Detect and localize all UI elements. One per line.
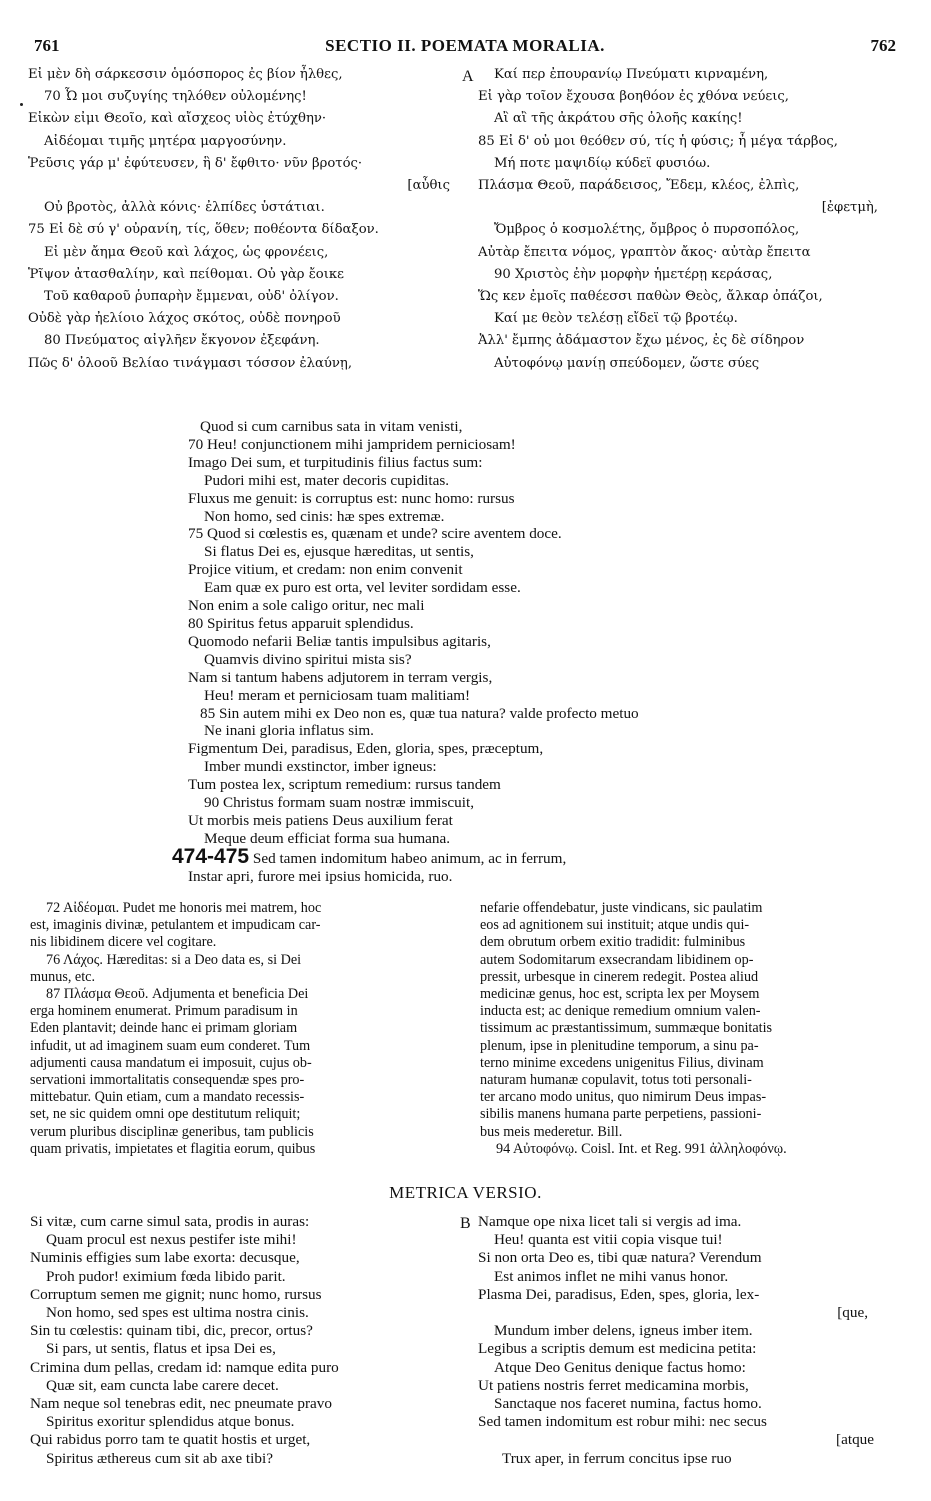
- greek-line: Εἰ μὲν ἄημα Θεοῦ καὶ λάχος, ὡς φρονέεις,: [44, 244, 329, 260]
- greek-line: [ἐφετμὴ,: [821, 200, 878, 216]
- notes-right: [480, 900, 900, 1158]
- margin-dot: [20, 103, 23, 106]
- greek-line: Ὄμβρος ὁ κοσμολέτης, ὄμβρος ὁ πυρσοπόλος,: [494, 222, 800, 238]
- latin-line: Si flatus Dei es, ejusque hæreditas, ut sentis,: [204, 543, 474, 561]
- greek-line: Εἰ μὲν δὴ σάρκεσσιν ὁμόσπορος ἐς βίον ἦλθες,: [28, 67, 343, 82]
- greek-line: Αἲ αἲ τῆς ἀκράτου σῆς ὀλοῆς κακίης!: [494, 111, 743, 127]
- greek-line: 70 Ὦ μοι συζυγίης τηλόθεν οὐλομένης!: [44, 89, 307, 105]
- latin-line: Quod si cum carnibus sata in vitam venisti,: [200, 418, 463, 435]
- latin-line: Quamvis divino spiritui mista sis?: [204, 650, 412, 668]
- verse-line: Spiritus æthereus cum sit ab axe tibi?: [46, 1449, 273, 1467]
- note-line: infudit, ut ad imaginem suam eum conderet. Tum: [30, 1037, 311, 1054]
- greek-line: Μή ποτε μαψιδίῳ κύδεϊ φυσιόω.: [494, 155, 711, 171]
- verse-line: Nam neque sol tenebras edit, nec pneumate pravo: [30, 1395, 332, 1413]
- latin-line-with-marker: [172, 848, 892, 868]
- verse-line: Proh pudor! eximium fœda libido parit.: [46, 1267, 286, 1285]
- verse-line: Qui rabidus porro tam te quatit hostis et urget,: [30, 1431, 311, 1449]
- latin-line: Tum postea lex, scriptum remedium: rursus tandem: [188, 776, 501, 794]
- greek-line: 85 Εἰ δ' οὐ μοι θεόθεν σύ, τίς ἡ φύσις; ἦ μέγα τάρβος,: [478, 133, 838, 149]
- note-line: set, ne sic quidem omni ope destitutum reliquit;: [30, 1106, 301, 1123]
- verse-line: Si pars, ut sentis, flatus et ipsa Dei es,: [46, 1340, 276, 1358]
- verse-line: Legibus a scriptis demum est medicina petita:: [478, 1340, 757, 1358]
- verse-line: Sed tamen indomitum est robur mihi: nec secus: [478, 1413, 767, 1431]
- latin-line: Non homo, sed cinis: hæ spes extremæ.: [204, 507, 445, 525]
- note-line: munus, etc.: [30, 968, 96, 985]
- latin-line: 90 Christus formam suam nostræ immiscuit,: [204, 794, 474, 812]
- note-line: quam privatis, impietates et flagitia eorum, quibus: [30, 1140, 316, 1157]
- note-line: dem obrutum orbem exitio tradidit: fulminibus: [480, 934, 746, 951]
- note-line: Eden plantavit; deinde hanc ei primam gloriam: [30, 1020, 298, 1037]
- verse-line: Atque Deo Genitus denique factus homo:: [494, 1358, 746, 1376]
- latin-line: Figmentum Dei, paradisus, Eden, gloria, spes, præceptum,: [188, 740, 544, 758]
- greek-line: Ὥς κεν ἐμοῖς παθέεσσι παθὼν Θεὸς, ἄλκαρ ὀπάζοι,: [478, 289, 823, 305]
- greek-line: Πλάσμα Θεοῦ, παράδεισος, Ἔδεμ, κλέος, ἐλπὶς,: [478, 178, 800, 194]
- verse-line: Ut patiens nostris ferret medicamina morbis,: [478, 1376, 749, 1394]
- verse-line: Non homo, sed spes est ultima nostra cinis.: [46, 1304, 309, 1322]
- note-line: nefarie offendebatur, juste vindicans, sic paulatim: [480, 900, 763, 916]
- note-line: adjumenti causa mandatum ei imposuit, cujus ob-: [30, 1054, 312, 1071]
- latin-line: Eam quæ ex puro est orta, vel leviter sordidam esse.: [204, 579, 521, 597]
- note-line: sibilis manens humana parte perpetiens, passioni-: [480, 1106, 762, 1123]
- greek-line: Εἰ γὰρ τοῖον ἔχουσα βοηθόον ἐς χθόνα νεύεις,: [478, 89, 789, 105]
- note-line: est, imaginis divinæ, petulantem et impudicam car-: [30, 917, 321, 934]
- verse-line: Trux aper, in ferrum concitus ipse ruo: [502, 1449, 732, 1467]
- latin-line: 75 Quod si cœlestis es, quænam et unde? scire aventem doce.: [188, 525, 562, 543]
- note-line: naturam humanæ copulavit, totus toti personali-: [480, 1072, 752, 1089]
- metrica-left: [30, 1213, 462, 1468]
- latin-translation: [172, 418, 892, 886]
- verse-line: Si non orta Deo es, tibi quæ natura? Verendum: [478, 1249, 762, 1267]
- greek-line: Ῥεῦσις γάρ μ' ἐφύτευσεν, ἣ δ' ἔφθιτο· νῦν βροτός·: [28, 155, 363, 171]
- verse-line: Namque ope nixa licet tali si vergis ad ima.: [478, 1213, 742, 1230]
- latin-line: Fluxus me genuit: is corruptus est: nunc homo: rursus: [188, 489, 515, 507]
- page-number-left: 761: [34, 36, 60, 55]
- column-marker-b: B: [460, 1215, 471, 1232]
- greek-line: Οὐδὲ γὰρ ἠελίοιο λάχος σκότος, οὐδὲ πονηροῦ: [28, 311, 341, 327]
- page-number-right: 762: [870, 36, 896, 55]
- note-line: 72 Αἰδέομαι. Pudet me honoris mei matrem, hoc: [46, 900, 322, 916]
- greek-line: [αὖθις: [407, 178, 450, 194]
- note-line: tissimum ac præstantissimum, summæque bonitatis: [480, 1020, 773, 1037]
- greek-line: Καί περ ἐπουρανίῳ Πνεύματι κιρναμένη,: [494, 67, 769, 82]
- note-line: eos ad agnitionem sui instituit; atque undis qui-: [480, 917, 750, 934]
- latin-line: 85 Sin autem mihi ex Deo non es, quæ tua natura? valde profecto metuo: [200, 704, 639, 722]
- verse-line: Sin tu cœlestis: quinam tibi, dic, precor, ortus?: [30, 1322, 313, 1340]
- verse-line: Est animos inflet ne mihi vanus honor.: [494, 1267, 729, 1285]
- note-line: bus meis mederetur. Bill.: [480, 1123, 623, 1140]
- note-line: pressit, urbesque in cinerem redegit. Postea aliud: [480, 968, 759, 985]
- greek-line: Εἰκὼν εἰμι Θεοῖο, καὶ αἴσχεος υἱὸς ἐτύχθην·: [28, 111, 327, 127]
- latin-line: Non enim a sole caligo oritur, nec mali: [188, 597, 425, 615]
- running-title: SECTIO II. POEMATA MORALIA.: [325, 36, 605, 55]
- latin-line: Sed tamen indomitum habeo animum, ac in ferrum,: [252, 849, 567, 867]
- note-line: medicinæ genus, hoc est, scripta lex per Moysem: [480, 986, 760, 1003]
- verse-line: Corruptum semen me gignit; nunc homo, rursus: [30, 1285, 322, 1303]
- note-line: autem Sodomitarum exsecrandam libidinem op-: [480, 951, 754, 968]
- verse-line: Numinis effigies sum labe exorta: decusque,: [30, 1249, 300, 1267]
- latin-line: Imber mundi exstinctor, imber igneus:: [204, 758, 437, 776]
- verse-line: Sanctaque nos faceret numina, factus homo.: [494, 1395, 762, 1413]
- latin-line: Quomodo nefarii Beliæ tantis impulsibus agitaris,: [188, 632, 491, 650]
- greek-text-right: [478, 64, 898, 375]
- verse-line: [atque: [836, 1431, 874, 1449]
- latin-line: Pudori mihi est, mater decoris cupiditas.: [204, 471, 450, 489]
- verse-line: Crimina dum pellas, credam id: namque edita puro: [30, 1358, 339, 1376]
- greek-line: Τοῦ καθαροῦ ῥυπαρὴν ἔμμεναι, οὐδ' ὀλίγον.: [44, 289, 339, 305]
- greek-line: Καί με θεὸν τελέσῃ εἴδεϊ τῷ βροτέῳ.: [494, 311, 738, 327]
- latin-line: Ut morbis meis patiens Deus auxilium ferat: [188, 811, 453, 829]
- note-line: 76 Λάχος. Hæreditas: si a Deo data es, si Dei: [46, 951, 302, 968]
- note-line: nis libidinem dicere vel cogitare.: [30, 934, 217, 951]
- note-line: terno minime excedens unigenitus Filius, divinam: [480, 1054, 764, 1071]
- greek-line: Αἰδέομαι τιμῆς μητέρα μαργοσύνην.: [44, 133, 287, 149]
- column-marker-a: A: [462, 68, 474, 85]
- greek-line: Ῥῖψον ἀτασθαλίην, καὶ πείθομαι. Οὐ γὰρ ἔοικε: [28, 266, 344, 282]
- verse-line: Quam procul est nexus pestifer iste mihi!: [46, 1231, 297, 1249]
- greek-line: 80 Πνεύματος αἰγλῆεν ἔκγονον ἐξεφάνη.: [44, 333, 320, 349]
- greek-line: 90 Χριστὸς ἐὴν μορφὴν ἡμετέρῃ κεράσας,: [494, 266, 773, 282]
- verse-line: Si vitæ, cum carne simul sata, prodis in auras:: [30, 1213, 310, 1230]
- verse-line: Spiritus exoritur splendidus atque bonus.: [46, 1413, 295, 1431]
- greek-line: Αὐτοφόνῳ μανίῃ σπεύδομεν, ὥστε σύες: [494, 355, 760, 371]
- note-line: servationi immortalitatis consequendæ spes pro-: [30, 1072, 305, 1089]
- verse-line: [que,: [837, 1304, 868, 1322]
- latin-line: Nam si tantum habens adjutorem in terram vergis,: [188, 668, 493, 686]
- latin-line: Ne inani gloria inflatus sim.: [204, 722, 374, 740]
- note-line: mittebatur. Quin etiam, cum a mandato recessis-: [30, 1089, 305, 1106]
- note-line: erga hominem enumerat. Primum paradisum in: [30, 1003, 298, 1020]
- verse-line: Quæ sit, eam cuncta labe carere decet.: [46, 1376, 279, 1394]
- metrica-versio-heading: METRICA VERSIO.: [389, 1183, 542, 1202]
- verse-line: Mundum imber delens, igneus imber item.: [494, 1322, 753, 1340]
- latin-line: Meque deum efficiat forma sua humana.: [204, 829, 451, 847]
- notes-left: [30, 900, 462, 1158]
- note-line: ter arcano modo unitus, quo nimirum Deus impas-: [480, 1089, 767, 1106]
- note-line: inducta est; ac denique remedium omnium valen-: [480, 1003, 761, 1020]
- verse-line: Plasma Dei, paradisus, Eden, spes, gloria, lex-: [478, 1285, 760, 1303]
- latin-line: Projice vitium, et credam: non enim convenit: [188, 561, 463, 579]
- latin-line: 70 Heu! conjunctionem mihi jampridem perniciosam!: [188, 435, 516, 453]
- greek-line: Πῶς δ' ὀλοοῦ Βελίαο τινάγμασι τόσσον ἐλαύνῃ,: [28, 355, 353, 371]
- greek-text-left: [28, 64, 460, 375]
- latin-line: Heu! meram et perniciosam tuam malitiam!: [204, 686, 471, 704]
- column-number-marker: 474-475: [172, 847, 250, 868]
- latin-line: Imago Dei sum, et turpitudinis filius factus sum:: [188, 453, 483, 471]
- note-line: 87 Πλάσμα Θεοῦ. Adjumenta et beneficia Dei: [46, 986, 309, 1003]
- greek-line: Αὐτὰρ ἔπειτα νόμος, γραπτὸν ἄκος· αὐτὰρ ἔπειτα: [478, 244, 811, 260]
- note-line: verum pluribus disciplinæ generibus, tam publicis: [30, 1123, 314, 1140]
- verse-line: Heu! quanta est vitii copia visque tui!: [494, 1231, 723, 1249]
- latin-line: 80 Spiritus fetus apparuit splendidus.: [188, 614, 414, 632]
- metrica-right: [478, 1213, 898, 1468]
- greek-line: Ἀλλ' ἔμπης ἀδάμαστον ἔχω μένος, ἐς δὲ σίδηρον: [478, 333, 805, 349]
- greek-line: Οὐ βροτὸς, ἀλλὰ κόνις· ἐλπίδες ὑστάτιαι.: [44, 200, 325, 216]
- note-line: 94 Αὐτοφόνῳ. Coisl. Int. et Reg. 991 ἀλληλοφόνῳ.: [496, 1140, 787, 1157]
- note-line: plenum, ipse in plenitudine temporum, a sinu pa-: [480, 1037, 759, 1054]
- latin-line: Instar apri, furore mei ipsius homicida, ruo.: [188, 867, 453, 885]
- greek-line: 75 Εἰ δὲ σύ γ' οὐρανίη, τίς, ὅθεν; ποθέοντα δίδαξον.: [28, 222, 379, 238]
- page-header: [34, 36, 896, 58]
